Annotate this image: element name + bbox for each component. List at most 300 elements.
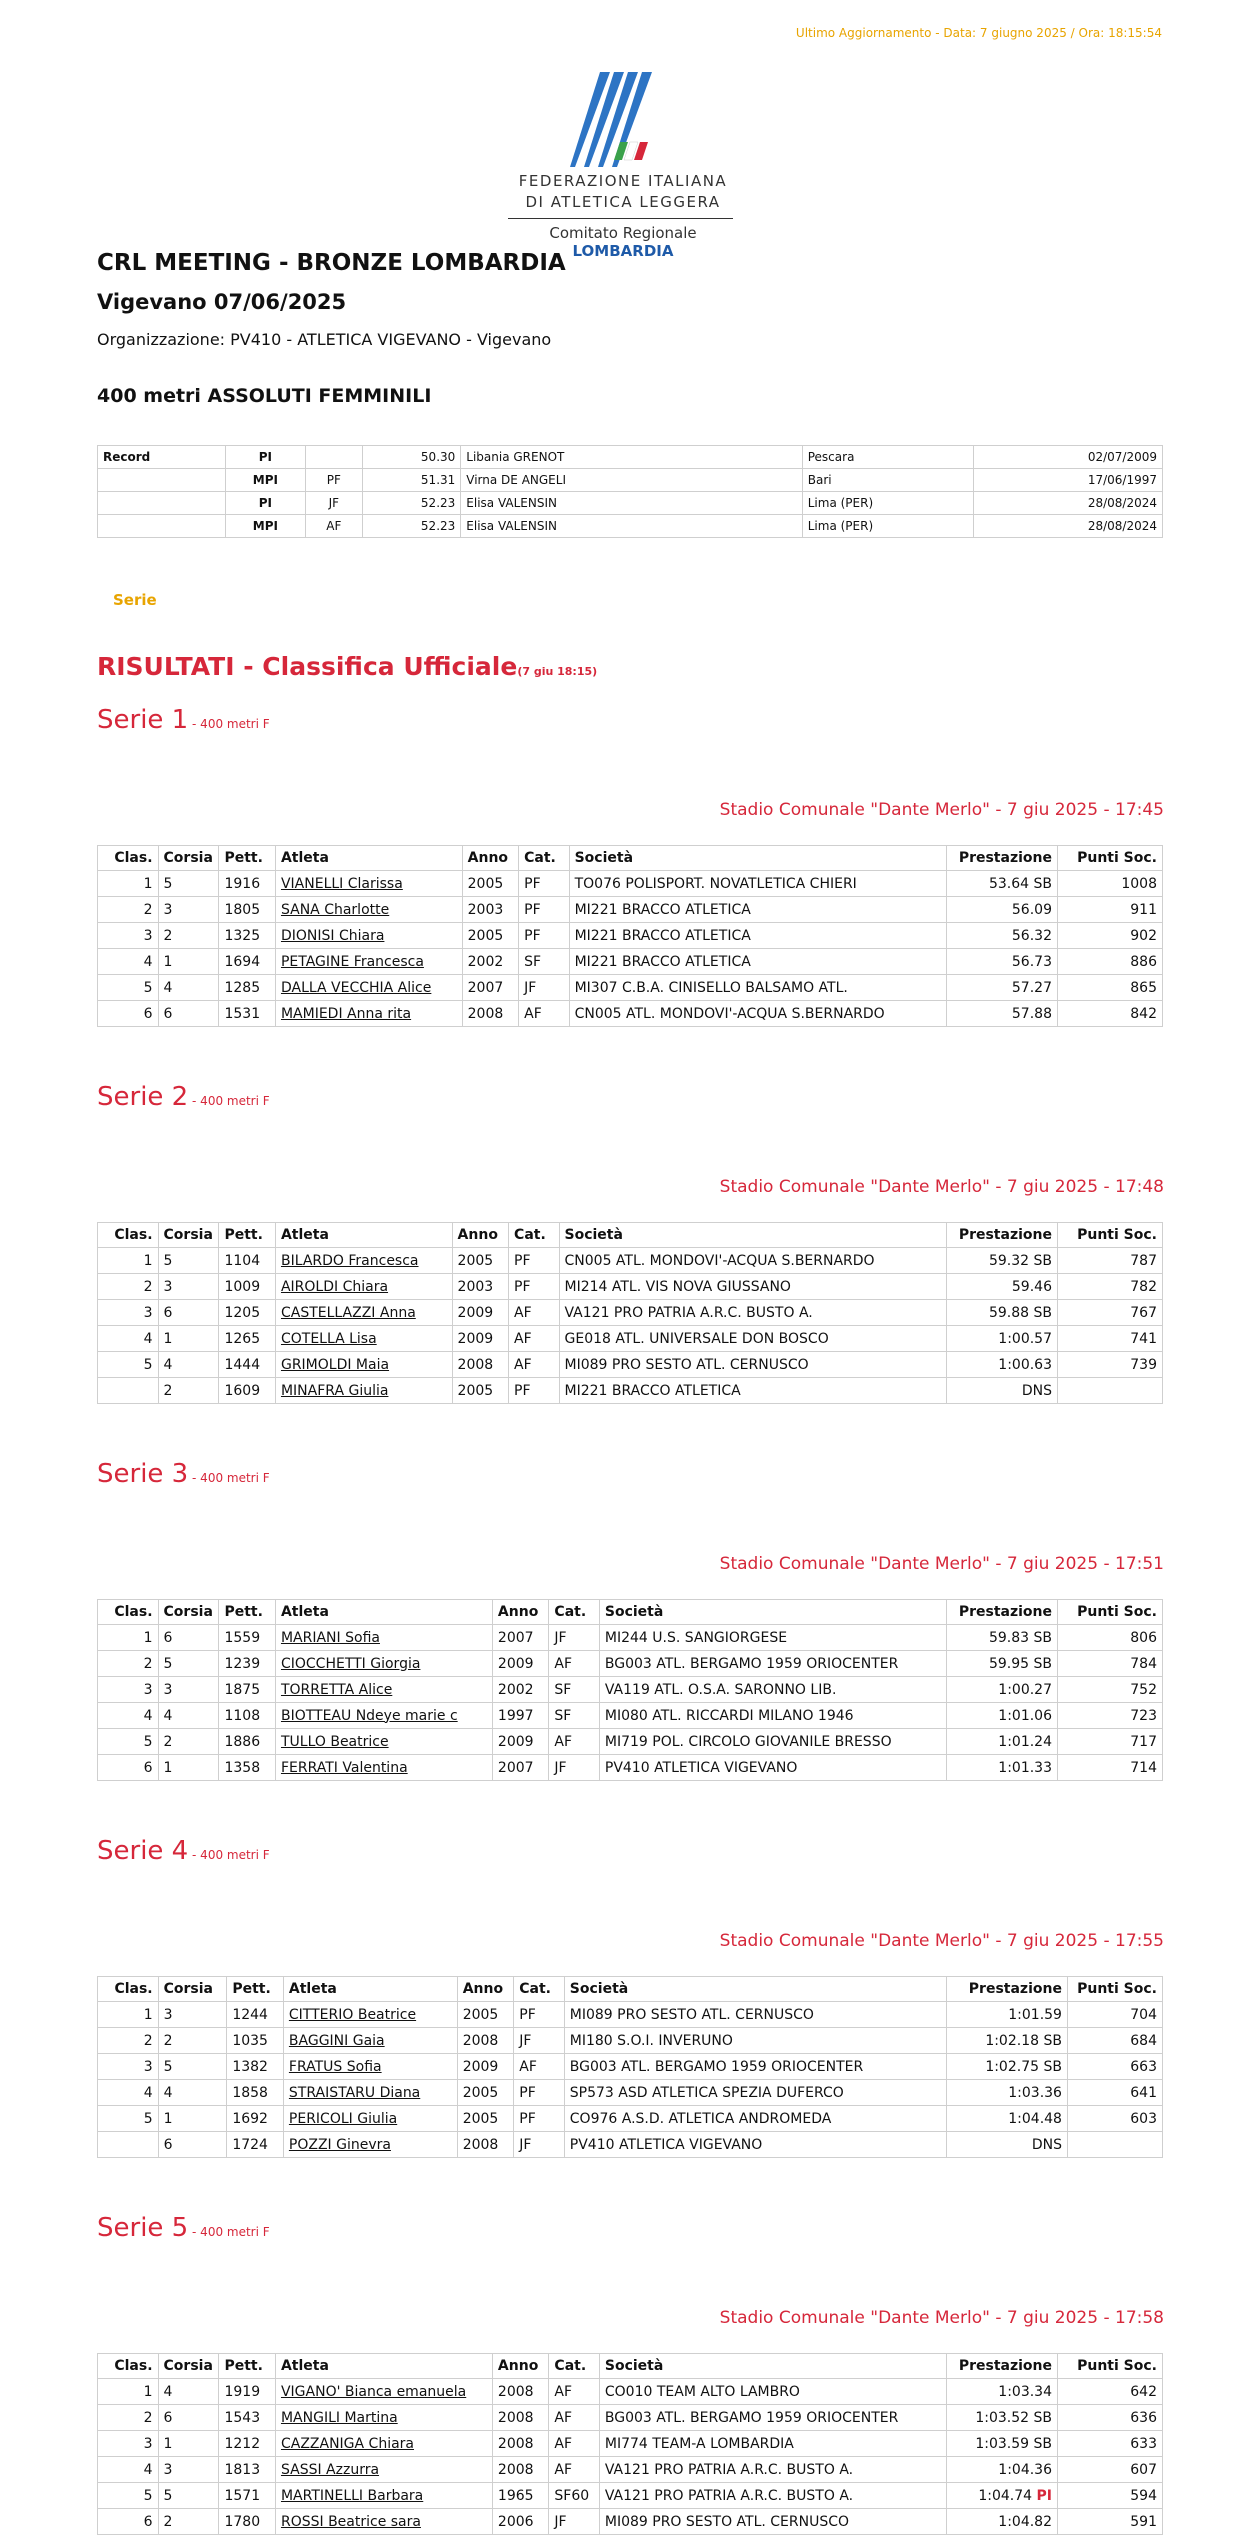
performance: DNS [946, 1378, 1057, 1404]
category: AF [519, 1001, 569, 1027]
year: 2008 [492, 2431, 549, 2457]
category: SF [549, 1703, 599, 1729]
points: 902 [1057, 923, 1162, 949]
column-header: Pett. [219, 1223, 276, 1248]
performance: 1:01.33 [947, 1755, 1058, 1781]
athlete-link[interactable]: BIOTTEAU Ndeye marie c [275, 1703, 492, 1729]
year: 2009 [452, 1326, 509, 1352]
year: 2008 [452, 1352, 509, 1378]
bib: 1212 [219, 2431, 276, 2457]
category: AF [549, 1651, 599, 1677]
record-cat: JF [306, 492, 363, 515]
lane: 3 [158, 897, 219, 923]
column-header: Corsia [158, 846, 219, 871]
performance: 59.88 SB [946, 1300, 1057, 1326]
stadio-info: Stadio Comunale "Dante Merlo" - 7 giu 2025 - 17:51 [719, 1554, 1164, 1574]
club: VA121 PRO PATRIA A.R.C. BUSTO A. [559, 1300, 946, 1326]
athlete-link[interactable]: DALLA VECCHIA Alice [275, 975, 462, 1001]
points: 704 [1067, 2002, 1162, 2028]
serie-title: Serie 3 - 400 metri F [97, 1459, 270, 1489]
athlete-link[interactable]: MAMIEDI Anna rita [275, 1001, 462, 1027]
header-row [98, 2354, 1163, 2379]
lane: 1 [158, 1326, 219, 1352]
record-type: MPI [225, 515, 305, 538]
rank: 6 [98, 1001, 159, 1027]
points: 723 [1058, 1703, 1163, 1729]
table-row [98, 2509, 1163, 2535]
points: 1008 [1057, 871, 1162, 897]
table-row [98, 1625, 1163, 1651]
last-update: Ultimo Aggiornamento - Data: 7 giugno 2025 / Ora: 18:15:54 [795, 26, 1162, 40]
year: 2006 [492, 2509, 549, 2535]
points: 684 [1067, 2028, 1162, 2054]
athlete-link[interactable]: CAZZANIGA Chiara [275, 2431, 492, 2457]
category: AF [549, 2457, 599, 2483]
column-header: Atleta [275, 1600, 492, 1625]
year: 2008 [492, 2405, 549, 2431]
lane: 4 [158, 1352, 219, 1378]
record-name: Virna DE ANGELI [461, 469, 802, 492]
category: JF [549, 2509, 599, 2535]
athlete-link[interactable]: BAGGINI Gaia [283, 2028, 457, 2054]
table-row [98, 1248, 1163, 1274]
record-place: Lima (PER) [802, 515, 973, 538]
category: AF [509, 1300, 559, 1326]
points: 591 [1058, 2509, 1163, 2535]
athlete-link[interactable]: MINAFRA Giulia [275, 1378, 452, 1404]
performance: 1:03.34 [947, 2379, 1058, 2405]
lane: 6 [158, 2405, 219, 2431]
performance: DNS [946, 2132, 1067, 2158]
table-row [98, 2379, 1163, 2405]
lane: 2 [158, 1729, 219, 1755]
column-header: Corsia [158, 1223, 219, 1248]
performance: 57.88 [946, 1001, 1057, 1027]
athlete-link[interactable]: DIONISI Chiara [275, 923, 462, 949]
year: 1965 [492, 2483, 549, 2509]
rank: 5 [98, 2106, 159, 2132]
column-header: Cat. [519, 846, 569, 871]
record-name: Elisa VALENSIN [461, 492, 802, 515]
record-name: Libania GRENOT [461, 446, 802, 469]
column-header: Anno [452, 1223, 509, 1248]
year: 2005 [457, 2002, 514, 2028]
record-type: MPI [225, 469, 305, 492]
year: 2005 [457, 2080, 514, 2106]
category: AF [549, 1729, 599, 1755]
stadio-info: Stadio Comunale "Dante Merlo" - 7 giu 2025 - 17:58 [719, 2308, 1164, 2328]
performance: 1:00.57 [946, 1326, 1057, 1352]
points: 806 [1058, 1625, 1163, 1651]
logo-line-2: DI ATLETICA LEGGERA [525, 193, 721, 211]
club: BG003 ATL. BERGAMO 1959 ORIOCENTER [564, 2054, 946, 2080]
rank: 5 [98, 1352, 159, 1378]
column-header: Società [569, 846, 946, 871]
table-row [98, 1274, 1163, 1300]
stadio-info: Stadio Comunale "Dante Merlo" - 7 giu 2025 - 17:55 [719, 1931, 1164, 1951]
year: 2007 [492, 1625, 549, 1651]
record-time: 52.23 [362, 515, 461, 538]
athlete-link[interactable]: ROSSI Beatrice sara [275, 2509, 492, 2535]
category: PF [519, 871, 569, 897]
table-row [98, 1352, 1163, 1378]
table-row [98, 2405, 1163, 2431]
records-table [97, 445, 1163, 538]
record-row [98, 515, 1163, 538]
year: 2008 [457, 2132, 514, 2158]
category: AF [514, 2054, 565, 2080]
record-row [98, 469, 1163, 492]
category: PF [509, 1248, 559, 1274]
lane: 6 [158, 1001, 219, 1027]
athlete-link[interactable]: TORRETTA Alice [275, 1677, 492, 1703]
year: 2005 [452, 1248, 509, 1274]
athlete-link[interactable]: MARIANI Sofia [275, 1625, 492, 1651]
header-row [98, 846, 1163, 871]
lane: 1 [158, 2106, 227, 2132]
points: 607 [1058, 2457, 1163, 2483]
points: 886 [1057, 949, 1162, 975]
table-row [98, 2080, 1163, 2106]
category: AF [509, 1352, 559, 1378]
club: VA121 PRO PATRIA A.R.C. BUSTO A. [599, 2483, 946, 2509]
logo-line-1: FEDERAZIONE ITALIANA [518, 172, 728, 190]
lane: 5 [158, 871, 219, 897]
club: BG003 ATL. BERGAMO 1959 ORIOCENTER [599, 2405, 946, 2431]
column-header: Corsia [158, 1977, 227, 2002]
lane: 1 [158, 1755, 219, 1781]
bib: 1265 [219, 1326, 276, 1352]
year: 2005 [462, 923, 519, 949]
rank: 1 [98, 2379, 159, 2405]
rank: 5 [98, 1729, 159, 1755]
rank: 4 [98, 2457, 159, 2483]
column-header: Società [559, 1223, 946, 1248]
results-table [97, 1222, 1163, 1404]
table-row [98, 1703, 1163, 1729]
athlete-link[interactable]: CIOCCHETTI Giorgia [275, 1651, 492, 1677]
category: AF [509, 1326, 559, 1352]
category: AF [549, 2379, 599, 2405]
table-row [98, 1755, 1163, 1781]
bib: 1108 [219, 1703, 276, 1729]
year: 2009 [492, 1729, 549, 1755]
year: 2009 [492, 1651, 549, 1677]
athlete-link[interactable]: PETAGINE Francesca [275, 949, 462, 975]
club: MI089 PRO SESTO ATL. CERNUSCO [564, 2002, 946, 2028]
category: JF [549, 1625, 599, 1651]
rank [98, 2132, 159, 2158]
year: 2005 [462, 871, 519, 897]
points [1057, 1378, 1162, 1404]
athlete-link[interactable]: STRAISTARU Diana [283, 2080, 457, 2106]
column-header: Corsia [158, 1600, 219, 1625]
athlete-link[interactable]: CASTELLAZZI Anna [275, 1300, 452, 1326]
club: MI214 ATL. VIS NOVA GIUSSANO [559, 1274, 946, 1300]
lane: 3 [158, 1677, 219, 1703]
club: PV410 ATLETICA VIGEVANO [599, 1755, 946, 1781]
club: MI080 ATL. RICCARDI MILANO 1946 [599, 1703, 946, 1729]
performance: 1:04.82 [947, 2509, 1058, 2535]
table-row [98, 897, 1163, 923]
table-row [98, 2483, 1163, 2509]
athlete-link[interactable]: CITTERIO Beatrice [283, 2002, 457, 2028]
lane: 6 [158, 1300, 219, 1326]
bib: 1104 [219, 1248, 276, 1274]
lane: 5 [158, 2054, 227, 2080]
table-row [98, 2106, 1163, 2132]
table-row [98, 949, 1163, 975]
column-header: Atleta [275, 2354, 492, 2379]
year: 2008 [457, 2028, 514, 2054]
bib: 1543 [219, 2405, 276, 2431]
lane: 6 [158, 2132, 227, 2158]
column-header: Punti Soc. [1058, 2354, 1163, 2379]
category: SF [519, 949, 569, 975]
results-title: RISULTATI - Classifica Ufficiale(7 giu 18:15) [97, 652, 598, 681]
points: 784 [1058, 1651, 1163, 1677]
points: 594 [1058, 2483, 1163, 2509]
bib: 1571 [219, 2483, 276, 2509]
serie-link[interactable]: Serie [113, 591, 157, 609]
athlete-link[interactable]: MARTINELLI Barbara [275, 2483, 492, 2509]
performance: 1:00.63 [946, 1352, 1057, 1378]
lane: 2 [158, 2028, 227, 2054]
lane: 4 [158, 1703, 219, 1729]
performance: 53.64 SB [946, 871, 1057, 897]
points: 641 [1067, 2080, 1162, 2106]
category: JF [519, 975, 569, 1001]
bib: 1559 [219, 1625, 276, 1651]
performance: 1:03.36 [946, 2080, 1067, 2106]
lane: 1 [158, 2431, 219, 2457]
column-header: Pett. [219, 846, 276, 871]
lane: 4 [158, 975, 219, 1001]
bib: 1244 [227, 2002, 284, 2028]
lane: 2 [158, 923, 219, 949]
club: MI221 BRACCO ATLETICA [569, 949, 946, 975]
event-title: 400 metri ASSOLUTI FEMMINILI [97, 385, 432, 407]
column-header: Anno [462, 846, 519, 871]
bib: 1858 [227, 2080, 284, 2106]
record-row [98, 446, 1163, 469]
lane: 3 [158, 2002, 227, 2028]
points: 633 [1058, 2431, 1163, 2457]
rank: 3 [98, 2054, 159, 2080]
year: 2009 [452, 1300, 509, 1326]
bib: 1919 [219, 2379, 276, 2405]
category: PF [514, 2002, 565, 2028]
athlete-link[interactable]: SASSI Azzurra [275, 2457, 492, 2483]
meeting-subtitle: Vigevano 07/06/2025 [97, 290, 347, 314]
athlete-link[interactable]: COTELLA Lisa [275, 1326, 452, 1352]
points: 787 [1057, 1248, 1162, 1274]
bib: 1444 [219, 1352, 276, 1378]
lane: 5 [158, 2483, 219, 2509]
bib: 1035 [227, 2028, 284, 2054]
athlete-link[interactable]: VIANELLI Clarissa [275, 871, 462, 897]
points: 782 [1057, 1274, 1162, 1300]
year: 2008 [462, 1001, 519, 1027]
record-label: Record [98, 446, 226, 469]
bib: 1285 [219, 975, 276, 1001]
bib: 1692 [227, 2106, 284, 2132]
header-row [98, 1600, 1163, 1625]
rank [98, 1378, 159, 1404]
performance: 1:01.06 [947, 1703, 1058, 1729]
club: MI089 PRO SESTO ATL. CERNUSCO [559, 1352, 946, 1378]
column-header: Punti Soc. [1057, 1223, 1162, 1248]
record-place: Pescara [802, 446, 973, 469]
record-label [98, 469, 226, 492]
lane: 3 [158, 2457, 219, 2483]
table-row [98, 2054, 1163, 2080]
column-header: Corsia [158, 2354, 219, 2379]
year: 2007 [492, 1755, 549, 1781]
results-table [97, 2353, 1163, 2535]
record-place: Bari [802, 469, 973, 492]
athlete-link[interactable]: MANGILI Martina [275, 2405, 492, 2431]
column-header: Clas. [98, 2354, 159, 2379]
header-row [98, 1977, 1163, 2002]
column-header: Cat. [549, 2354, 599, 2379]
rank: 4 [98, 2080, 159, 2106]
performance: 1:00.27 [947, 1677, 1058, 1703]
year: 2005 [457, 2106, 514, 2132]
record-row [98, 492, 1163, 515]
table-row [98, 1677, 1163, 1703]
rank: 1 [98, 1248, 159, 1274]
athlete-link[interactable]: SANA Charlotte [275, 897, 462, 923]
category: JF [514, 2028, 565, 2054]
club: TO076 POLISPORT. NOVATLETICA CHIERI [569, 871, 946, 897]
table-row [98, 2431, 1163, 2457]
lane: 3 [158, 1274, 219, 1300]
bib: 1724 [227, 2132, 284, 2158]
lane: 2 [158, 1378, 219, 1404]
logo-line-3: Comitato Regionale LOMBARDIA [549, 224, 697, 260]
category: JF [549, 1755, 599, 1781]
stadio-info: Stadio Comunale "Dante Merlo" - 7 giu 2025 - 17:45 [719, 800, 1164, 820]
points: 636 [1058, 2405, 1163, 2431]
club: MI244 U.S. SANGIORGESE [599, 1625, 946, 1651]
serie-title: Serie 4 - 400 metri F [97, 1836, 270, 1866]
record-place: Lima (PER) [802, 492, 973, 515]
table-row [98, 2132, 1163, 2158]
lane: 5 [158, 1248, 219, 1274]
column-header: Clas. [98, 1977, 159, 2002]
points: 741 [1057, 1326, 1162, 1352]
athlete-link[interactable]: PERICOLI Giulia [283, 2106, 457, 2132]
bib: 1813 [219, 2457, 276, 2483]
rank: 5 [98, 2483, 159, 2509]
record-label [98, 515, 226, 538]
rank: 6 [98, 2509, 159, 2535]
table-row [98, 2028, 1163, 2054]
column-header: Clas. [98, 1600, 159, 1625]
rank: 1 [98, 871, 159, 897]
points: 842 [1057, 1001, 1162, 1027]
year: 2008 [492, 2379, 549, 2405]
table-row [98, 2457, 1163, 2483]
rank: 5 [98, 975, 159, 1001]
athlete-link[interactable]: FRATUS Sofia [283, 2054, 457, 2080]
club: GE018 ATL. UNIVERSALE DON BOSCO [559, 1326, 946, 1352]
table-row [98, 1300, 1163, 1326]
club: CN005 ATL. MONDOVI'-ACQUA S.BERNARDO [569, 1001, 946, 1027]
athlete-link[interactable]: AIROLDI Chiara [275, 1274, 452, 1300]
column-header: Punti Soc. [1067, 1977, 1162, 2002]
performance: 1:04.74 PI [947, 2483, 1058, 2509]
serie-title: Serie 5 - 400 metri F [97, 2213, 270, 2243]
category: PF [519, 923, 569, 949]
category: JF [514, 2132, 565, 2158]
club: CN005 ATL. MONDOVI'-ACQUA S.BERNARDO [559, 1248, 946, 1274]
athlete-link[interactable]: BILARDO Francesca [275, 1248, 452, 1274]
lane: 1 [158, 949, 219, 975]
points: 714 [1058, 1755, 1163, 1781]
rank: 6 [98, 1755, 159, 1781]
athlete-link[interactable]: FERRATI Valentina [275, 1755, 492, 1781]
rank: 2 [98, 897, 159, 923]
category: PF [509, 1274, 559, 1300]
column-header: Pett. [219, 1600, 276, 1625]
column-header: Cat. [514, 1977, 565, 2002]
club: MI221 BRACCO ATLETICA [569, 923, 946, 949]
results-table [97, 1599, 1163, 1781]
year: 1997 [492, 1703, 549, 1729]
record-type: PI [225, 492, 305, 515]
bib: 1358 [219, 1755, 276, 1781]
rank: 1 [98, 1625, 159, 1651]
year: 2003 [462, 897, 519, 923]
stadio-info: Stadio Comunale "Dante Merlo" - 7 giu 2025 - 17:48 [719, 1177, 1164, 1197]
category: PF [509, 1378, 559, 1404]
column-header: Clas. [98, 846, 159, 871]
column-header: Pett. [227, 1977, 284, 2002]
performance: 1:02.75 SB [946, 2054, 1067, 2080]
table-row [98, 1729, 1163, 1755]
club: MI719 POL. CIRCOLO GIOVANILE BRESSO [599, 1729, 946, 1755]
category: AF [549, 2405, 599, 2431]
bib: 1694 [219, 949, 276, 975]
column-header: Prestazione [946, 1223, 1057, 1248]
athlete-link[interactable]: GRIMOLDI Maia [275, 1352, 452, 1378]
athlete-link[interactable]: TULLO Beatrice [275, 1729, 492, 1755]
athlete-link[interactable]: POZZI Ginevra [283, 2132, 457, 2158]
table-row [98, 1326, 1163, 1352]
record-cat: AF [306, 515, 363, 538]
column-header: Prestazione [946, 846, 1057, 871]
year: 2008 [492, 2457, 549, 2483]
column-header: Atleta [275, 1223, 452, 1248]
column-header: Punti Soc. [1058, 1600, 1163, 1625]
lane: 4 [158, 2379, 219, 2405]
rank: 4 [98, 1703, 159, 1729]
bib: 1780 [219, 2509, 276, 2535]
year: 2002 [492, 1677, 549, 1703]
lane: 6 [158, 1625, 219, 1651]
organization: Organizzazione: PV410 - ATLETICA VIGEVANO - Vigevano [97, 330, 552, 349]
points: 663 [1067, 2054, 1162, 2080]
lane: 5 [158, 1651, 219, 1677]
category: SF60 [549, 2483, 599, 2509]
record-type: PI [225, 446, 305, 469]
athlete-link[interactable]: VIGANO' Bianca emanuela [275, 2379, 492, 2405]
bib: 1325 [219, 923, 276, 949]
rank: 2 [98, 2028, 159, 2054]
column-header: Cat. [509, 1223, 559, 1248]
